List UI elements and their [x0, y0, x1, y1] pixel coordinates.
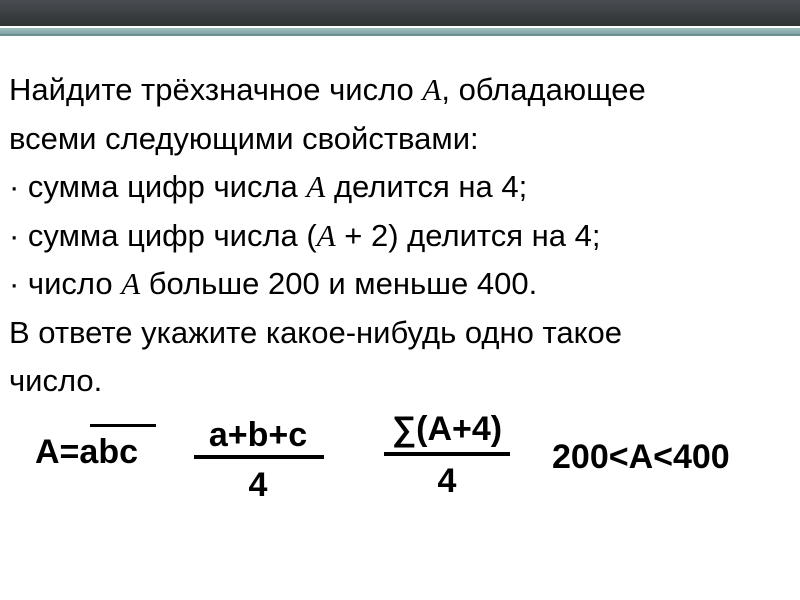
problem-line-1: Найдите трёхзначное число A, обладающее: [9, 72, 646, 107]
problem-line-5: · число A больше 200 и меньше 400.: [9, 266, 538, 301]
problem-line-3: · сумма цифр числа A делится на 4;: [9, 169, 528, 204]
fraction-digit-sum-numerator: a+b+c: [208, 416, 308, 454]
formula-number-digits: A=abc: [35, 433, 138, 471]
problem-line-4: · сумма цифр числа (A + 2) делится на 4;: [9, 217, 601, 253]
fraction-sum-a-plus-4-numerator: ∑(A+4): [391, 410, 503, 448]
fraction-sum-a-plus-4-denominator: 4: [437, 462, 457, 500]
problem-line-2: всеми следующими свойствами:: [9, 120, 479, 156]
slide-accent-bar-shadow: [0, 34, 800, 36]
abc-overline: [90, 424, 156, 427]
slide-header-band: [0, 0, 800, 26]
fraction-sum-a-plus-4-bar: [384, 452, 510, 456]
problem-line-7: число.: [9, 363, 103, 398]
inequality-range: 200<A<400: [552, 438, 730, 476]
problem-line-6: В ответе укажите какое-нибудь одно такое: [9, 314, 622, 350]
fraction-digit-sum-denominator: 4: [248, 466, 268, 504]
problem-statement: [9, 66, 794, 406]
fraction-digit-sum-bar: [194, 455, 324, 459]
